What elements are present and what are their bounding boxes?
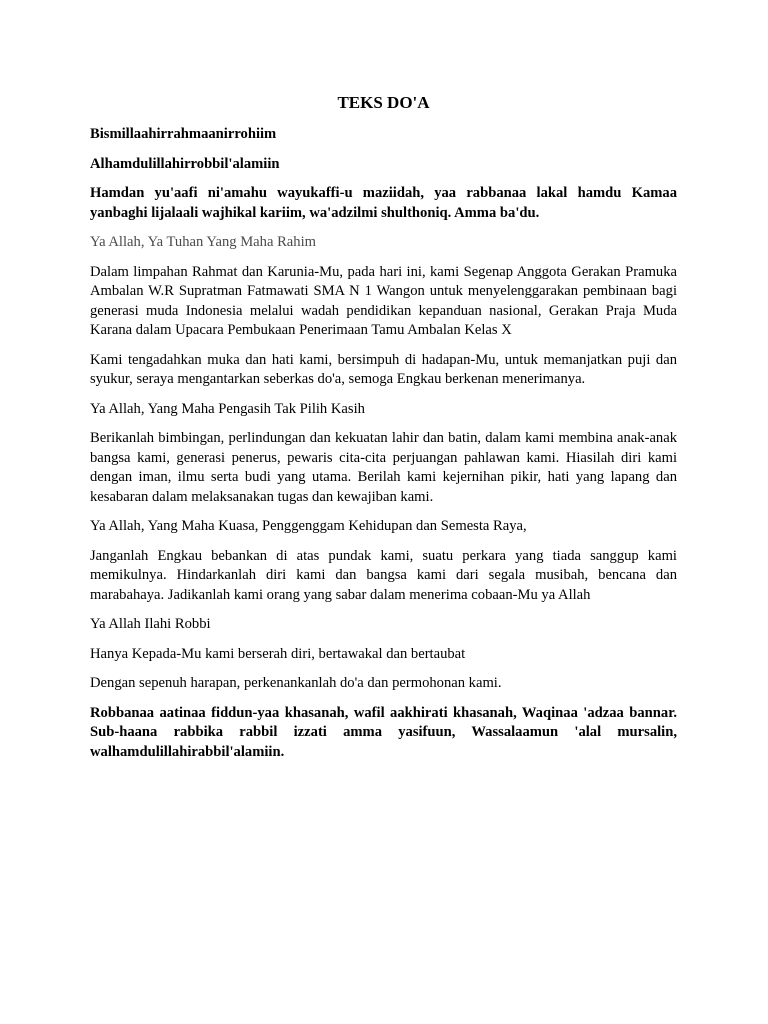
prayer-line-surrender: Hanya Kepada-Mu kami berserah diri, bertawakal dan bertaubat — [90, 645, 466, 662]
invocation-ilahi-robbi: Ya Allah Ilahi Robbi — [90, 616, 211, 632]
invocation-maha-pengasih: Ya Allah, Yang Maha Pengasih Tak Pilih Kasih — [90, 400, 365, 417]
prayer-paragraph-gratitude: Kami tengadahkan muka dan hati kami, bersimpuh di hadapan-Mu, untuk memanjatkan puji dan syukur, seraya mengantarkan seberkas do'a, semoga Engkau berkenan menerimanya. — [90, 351, 677, 387]
opening-basmalah: Bismillaahirrahmaanirrohiim — [90, 126, 277, 142]
prayer-paragraph-intent: Dalam limpahan Rahmat dan Karunia-Mu, pada hari ini, kami Segenap Anggota Gerakan Pramuka Ambalan W.R Supratman Fatmawati SMA N 1 Wangon untuk menyelenggarakan pembinaan bagi generasi muda Indonesia melalui wadah pendidikan kepanduan nasional, Gerakan Praja Muda Karana dalam Upacara Pembukaan Penerimaan Tamu Ambalan Kelas X — [90, 263, 677, 338]
invocation-maha-kuasa: Ya Allah, Yang Maha Kuasa, Penggenggam Kehidupan dan Semesta Raya, — [90, 518, 527, 534]
document-page — [90, 92, 677, 772]
prayer-line-hope: Dengan sepenuh harapan, perkenankanlah do'a dan permohonan kami. — [90, 675, 502, 691]
prayer-paragraph-protection: Janganlah Engkau bebankan di atas pundak kami, suatu perkara yang tiada sanggup kami memikulnya. Hindarkanlah diri kami dan bangsa kami dari segala musibah, bencana dan marabahaya. Jadikanlah kami orang yang sabar dalam menerima cobaan-Mu ya Allah — [90, 547, 677, 603]
closing-prayer-paragraph: Robbanaa aatinaa fiddun-yaa khasanah, wafil aakhirati khasanah, Waqinaa 'adzaa bannar. Sub-haana rabbika rabbil izzati amma yasifuun, Wassalaamun 'alal mursalin, walhamdulillahirabbil'alamiin. — [90, 704, 677, 760]
invocation-maha-rahim: Ya Allah, Ya Tuhan Yang Maha Rahim — [90, 234, 316, 250]
document-title: TEKS DO'A — [337, 93, 430, 112]
opening-praise-paragraph: Hamdan yu'aafi ni'amahu wayukaffi-u maziidah, yaa rabbanaa lakal hamdu Kamaa yanbaghi lijalaali wajhikal kariim, wa'adzilmi shulthoniq. Amma ba'du. — [90, 185, 677, 221]
prayer-paragraph-guidance: Berikanlah bimbingan, perlindungan dan kekuatan lahir dan batin, dalam kami membina anak-anak bangsa kami, generasi penerus, pewaris cita-cita perjuangan pahlawan kami. Hiasilah diri kami dengan iman, ilmu serta budi yang utama. Berilah kami kejernihan pikir, hati yang lapang dan kesabaran dalam melaksanakan tugas dan kewajiban kami. — [90, 430, 677, 505]
opening-hamdalah: Alhamdulillahirrobbil'alamiin — [90, 155, 280, 172]
